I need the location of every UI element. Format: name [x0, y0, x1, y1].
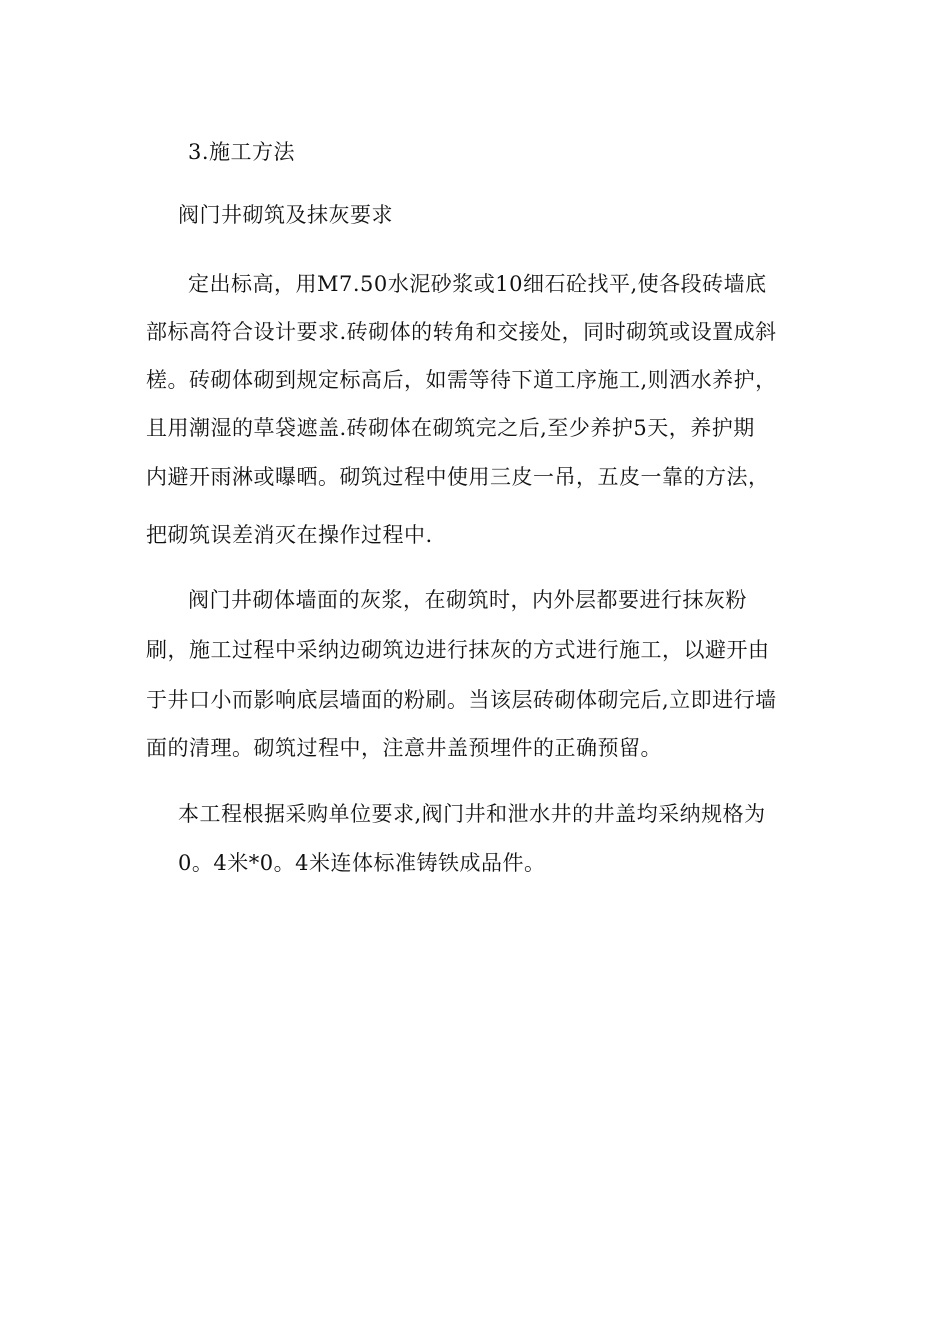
paragraph1-line: 槎。砖砌体砌到规定标高后，如需等待下道工序施工,则洒水养护， [146, 368, 777, 392]
paragraph1-line: 定出标高，用M7.50水泥砂浆或10细石砼找平,使各段砖墙底 [188, 272, 767, 296]
paragraph1-line: 把砌筑误差消灭在操作过程中. [146, 523, 433, 547]
paragraph2-line: 面的清理。砌筑过程中，注意井盖预埋件的正确预留。 [146, 736, 662, 760]
paragraph2-line: 阀门井砌体墙面的灰浆，在砌筑时，内外层都要进行抹灰粉 [188, 588, 747, 612]
section-heading: 3.施工方法 [188, 140, 296, 164]
paragraph1-line: 部标高符合设计要求.砖砌体的转角和交接处，同时砌筑或设置成斜 [146, 320, 777, 344]
paragraph1-line: 内避开雨淋或曝晒。砌筑过程中使用三皮一吊，五皮一靠的方法， [146, 465, 770, 489]
paragraph3-line: 0。4米*0。4米连体标准铸铁成品件。 [178, 851, 546, 875]
subheading: 阀门井砌筑及抹灰要求 [178, 203, 393, 227]
paragraph2-line: 于井口小而影响底层墙面的粉刷。当该层砖砌体砌完后,立即进行墙 [146, 688, 777, 712]
paragraph1-line: 且用潮湿的草袋遮盖.砖砌体在砌筑完之后,至少养护5天，养护期 [146, 416, 755, 440]
paragraph2-line: 刷，施工过程中采纳边砌筑边进行抹灰的方式进行施工，以避开由 [146, 638, 770, 662]
paragraph3-line: 本工程根据采购单位要求,阀门井和泄水井的井盖均采纳规格为 [178, 802, 766, 826]
